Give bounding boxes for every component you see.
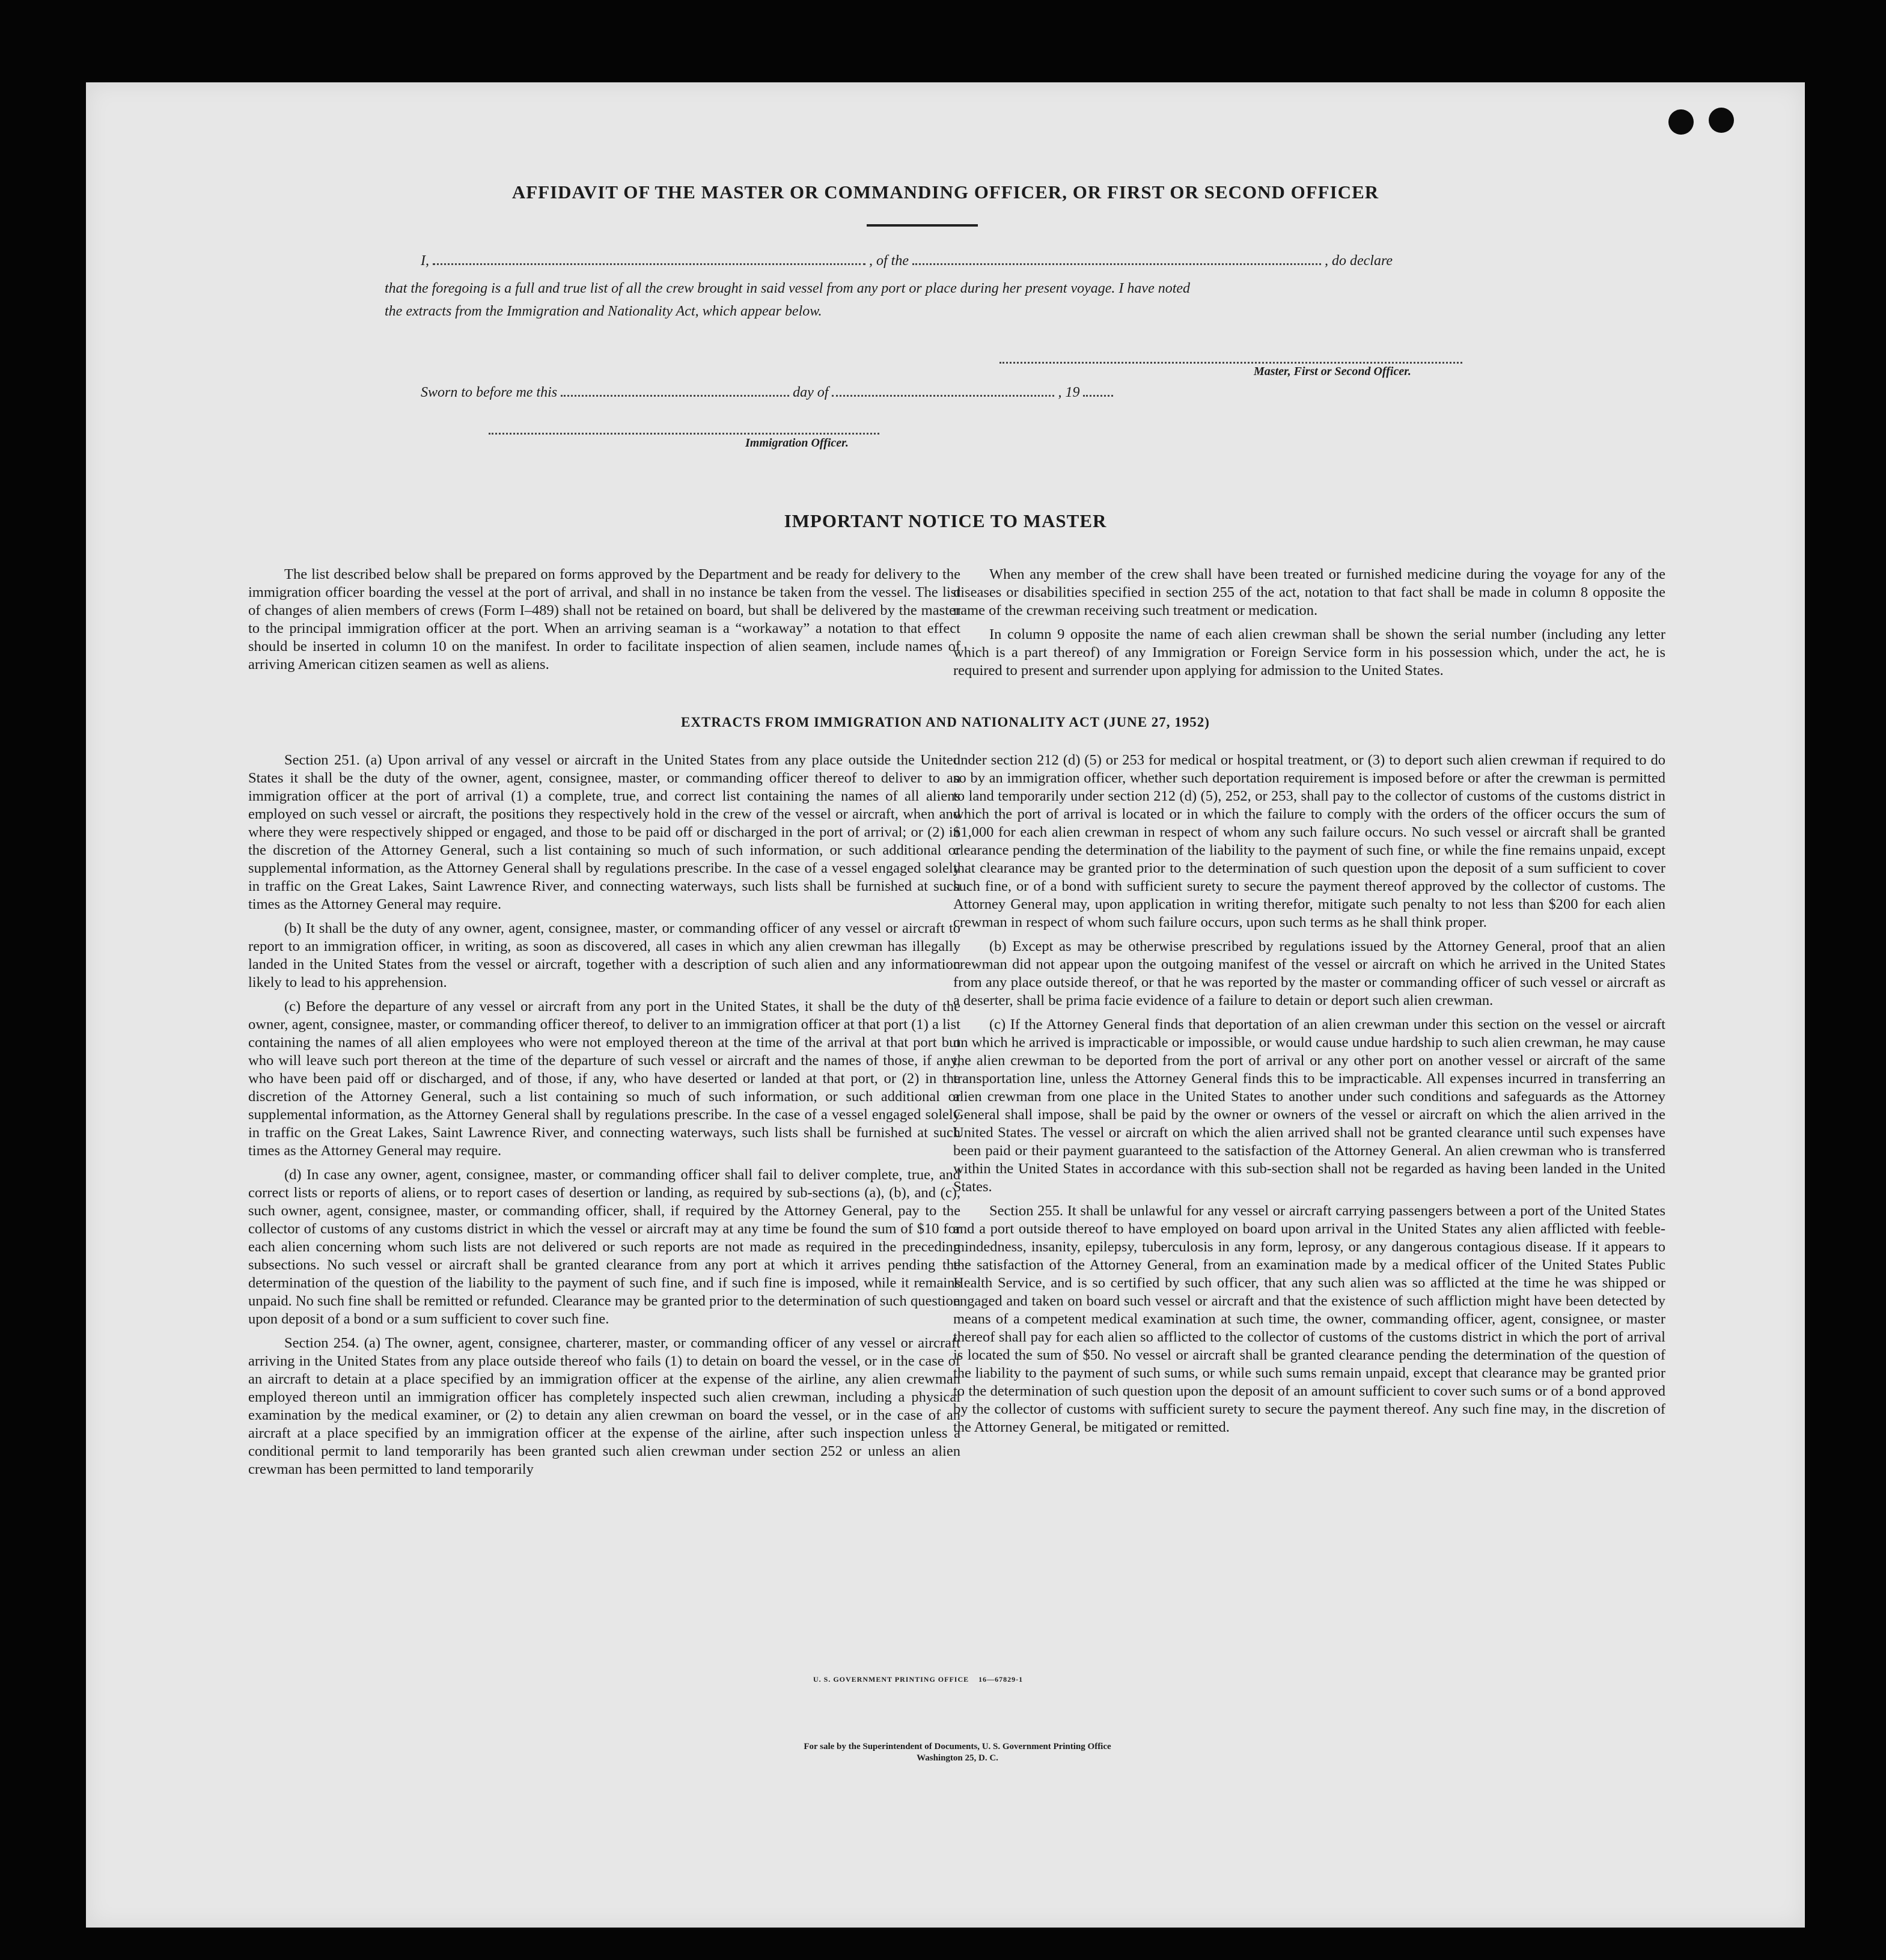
- sale-notice: [627, 1741, 1288, 1764]
- notice-left-paragraph: The list described below shall be prepared on forms approved by the Department and be ready for delivery to the immigration officer boarding the vessel at the port of arrival, and shall in no instance be taken from the vessel. The list of changes of alien members of crews (Form I–489) shall not be retained on board, but shall be delivered by the master to the principal immigration officer at the port. When an arriving seaman is a “workaway” a notation to that effect should be inserted in column 10 on the manifest. In order to facilitate inspection of alien seamen, include names of arriving American citizen seamen as well as aliens.: [248, 566, 960, 673]
- extracts-title: EXTRACTS FROM IMMIGRATION AND NATIONALITY ACT (JUNE 27, 1952): [681, 715, 1210, 730]
- section-251-c: (c) Before the departure of any vessel or aircraft from any port in the United States, it shall be the duty of the owner, agent, consignee, master, or commanding officer thereof, to deliver to an immigration officer at that port (1) a list containing the names of all alien employees who were not employed thereon at the time of the arrival at that port but who will leave such port thereon at the time of the departure of such vessel or aircraft and the names of those, if any, who have been paid off or discharged, and of those, if any, who have deserted or landed at that port, or (2) in the discretion of the Attorney General, such a list containing so much of such information, or such additional or supplemental information, as the Attorney General shall by regulations prescribe. In the case of a vessel engaged solely in traffic on the Great Lakes, Saint Lawrence River, and connecting waterways, such lists shall be furnished at such times as the Attorney General may require.: [248, 998, 960, 1159]
- affidavit-title: AFFIDAVIT OF THE MASTER OR COMMANDING OFFICER, OR FIRST OR SECOND OFFICER: [511, 182, 1379, 203]
- extracts-right-column: [953, 751, 1665, 1443]
- punch-hole-left: [1668, 109, 1694, 135]
- section-251-a: Section 251. (a) Upon arrival of any vessel or aircraft in the United States from any place outside the United States it shall be the duty of the owner, agent, consignee, master, or commanding officer thereof to deliver to an immigration officer at the port of arrival (1) a complete, true, and correct list containing the names of all aliens employed on such vessel or aircraft, the positions they respectively hold in the crew of the vessel or aircraft, when and where they were respectively shipped or engaged, and those to be paid off or discharged in the port of arrival; or (2) in the discretion of the Attorney General, such a list containing so much of such information, or such additional or supplemental information, as the Attorney General shall by regulations prescribe. In the case of a vessel engaged solely in traffic on the Great Lakes, Saint Lawrence River, and connecting waterways, such lists shall be furnished at such times as the Attorney General may require.: [248, 752, 960, 912]
- sworn-label: Sworn to before me this: [421, 385, 558, 400]
- declaration-text-2: the extracts from the Immigration and Nationality Act, which appear below.: [385, 304, 822, 319]
- day-of-label: day of: [793, 385, 829, 400]
- section-254-c: (c) If the Attorney General finds that deportation of an alien crewman under this section on the vessel or aircraft on which he arrived is impracticable or impossible, or would cause undue hardship to such alien crewman, he may cause the alien crewman to be deported from the port of arrival or any other port on another vessel or aircraft of the same transportation line, unless the Attorney General finds this to be impracticable. All expenses incurred in transferring an alien crewman from one place in the United States to another under such conditions and safeguards as the Attorney General shall impose, shall be paid by the owner or owners of the vessel or aircraft on which the alien arrived in the United States. The vessel or aircraft on which the alien arrived shall not be granted clearance until such expenses have been paid or their payment guaranteed to the satisfaction of the Attorney General. An alien crewman who is transferred within the United States in accordance with this sub-section shall not be regarded as having been landed in the United States.: [953, 1016, 1665, 1195]
- master-caption: Master, First or Second Officer.: [1254, 365, 1411, 378]
- year-label: , 19: [1058, 385, 1080, 400]
- section-251-d: (d) In case any owner, agent, consignee, master, or commanding officer shall fail to deliver complete, true, and correct lists or reports of aliens, or to report cases of desertion or landing, as required by sub-sections (a), (b), and (c), such owner, agent, consignee, master, or commanding officer, shall, if required by the Attorney General, pay to the collector of customs of any customs district in which the vessel or aircraft may at any time be found the sum of $10 for each alien concerning whom such lists are not delivered or such reports are not made as required in the preceding subsections. No such vessel or aircraft shall be granted clearance from any port at which it arrives pending the determination of the question of the liability to the payment of such fine, and if such fine is imposed, while it remains unpaid. No such fine shall be remitted or refunded. Clearance may be granted prior to the determination of such question upon deposit of a bond or a sum sufficient to cover such fine.: [248, 1167, 960, 1327]
- section-251-b: (b) It shall be the duty of any owner, agent, consignee, master, or commanding officer of any vessel or aircraft to report to an immigration officer, in writing, as soon as discovered, all cases in which any alien crewman has illegally landed in the United States from the vessel or aircraft, together with a description of such alien and any information likely to lead to his apprehension.: [248, 920, 960, 991]
- of-the-label: , of the: [869, 253, 909, 269]
- declaration-text-1: that the foregoing is a full and true list of all the crew brought in said vessel from any port or place during her present voyage. I have noted: [385, 281, 1191, 296]
- extracts-left-column: [248, 751, 960, 1485]
- vessel-name-field[interactable]: [912, 263, 1321, 265]
- sworn-line: [421, 385, 1113, 401]
- printing-office-imprint: U. S. GOVERNMENT PRINTING OFFICE 16—67829-1: [813, 1675, 1024, 1684]
- sale-notice-line-1: For sale by the Superintendent of Documents, U. S. Government Printing Office: [804, 1742, 1111, 1751]
- sworn-year-field[interactable]: [1083, 395, 1113, 397]
- sale-notice-line-2: Washington 25, D. C.: [917, 1753, 998, 1763]
- notice-left-column: [248, 566, 960, 680]
- officer-signature-field[interactable]: [489, 433, 879, 435]
- notice-right-column: [953, 566, 1665, 686]
- notice-right-paragraph-1: When any member of the crew shall have been treated or furnished medicine during the voyage for any of the diseases or disabilities specified in section 255 of the act, notation to that fact shall be made in column 8 opposite the name of the crewman receiving such treatment or medication.: [953, 566, 1665, 618]
- declarant-line: [421, 253, 1557, 269]
- section-255: Section 255. It shall be unlawful for any vessel or aircraft carrying passengers between a port of the United States and a port outside thereof to have employed on board upon arrival in the United States any alien afflicted with feeble-mindedness, insanity, epilepsy, tuberculosis in any form, leprosy, or any dangerous contagious disease. If it appears to the satisfaction of the Attorney General, from an examination made by a medical officer of the United States Public Health Service, and is so certified by such officer, that any such alien was so afflicted at the time he was shipped or engaged and taken on board such vessel or aircraft and that the existence of such affliction might have been detected by means of a competent medical examination at such time, the owner, commanding officer, agent, consignee, or master thereof shall pay for each alien so afflicted to the collector of customs of the customs district in which the port of arrival is located the sum of $50. No vessel or aircraft shall be granted clearance pending the determination of the question of the liability to the payment of such sums, or while such sums remain unpaid, except that clearance may be granted prior to the determination of such question upon the deposit of an amount sufficient to cover such sums or of a bond approved by the collector of customs with sufficient surety to secure the payment thereof. Any such fine may, in the discretion of the Attorney General, be mitigated or remitted.: [953, 1203, 1665, 1435]
- sworn-day-field[interactable]: [561, 395, 789, 397]
- notice-right-paragraph-2: In column 9 opposite the name of each alien crewman shall be shown the serial number (including any letter which is a part thereof) of any Immigration or Foreign Service form in his possession which, under the act, he is required to present and surrender upon applying for admission to the United States.: [953, 626, 1665, 679]
- do-declare-label: , do declare: [1325, 253, 1393, 269]
- title-divider: [867, 224, 978, 227]
- section-254-a: Section 254. (a) The owner, agent, consignee, charterer, master, or commanding officer of any vessel or aircraft arriving in the United States from any place outside thereof who fails (1) to detain on board the vessel, or in the case of an aircraft to detain at a place specified by an immigration officer at the expense of the airline, any alien crewman employed thereon until an immigration officer has completely inspected such alien crewman, including a physical examination by the medical examiner, or (2) to detain any alien crewman on board the vessel, or in the case of an aircraft at a place specified by an immigration officer at the expense of the airline, after such inspection unless a conditional permit to land temporarily has been granted such alien crewman under section 252 or unless an alien crewman has been permitted to land temporarily: [248, 1335, 960, 1477]
- section-254-a-continued: under section 212 (d) (5) or 253 for medical or hospital treatment, or (3) to deport such alien crewman if required to do so by an immigration officer, whether such deportation requirement is imposed before or after the crewman is permitted to land temporarily under section 212 (d) (5), 252, or 253, shall pay to the collector of customs of the customs district in which the port of arrival is located or in which the failure to comply with the orders of the officer occurs the sum of $1,000 for each alien crewman in respect of whom any such failure occurs. No such vessel or aircraft shall be granted clearance pending the determination of the liability to the payment of such fine, or while the fine remains unpaid, except that clearance may be granted prior to the determination of such question upon the deposit of a sum sufficient to cover such fine, or of a bond with sufficient surety to secure the payment thereof approved by the collector of customs. The Attorney General may, upon application in writing therefor, mitigate such penalty to not less than $200 for each alien crewman in respect of whom such failure occurs, upon such terms as he shall think proper.: [953, 752, 1665, 930]
- notice-title: IMPORTANT NOTICE TO MASTER: [784, 510, 1107, 531]
- declarant-name-field[interactable]: [433, 263, 865, 265]
- officer-caption: Immigration Officer.: [745, 436, 849, 450]
- section-254-b: (b) Except as may be otherwise prescribed by regulations issued by the Attorney General, proof that an alien crewman did not appear upon the outgoing manifest of the vessel or aircraft on which he arrived in the United States from any place outside thereof, or that he was reported by the master or commanding officer of such vessel or aircraft as a deserter, shall be prima facie evidence of a failure to detain or deport such alien crewman.: [953, 938, 1665, 1009]
- form-page: [86, 82, 1805, 1928]
- i-label: I,: [421, 253, 429, 269]
- master-signature-field[interactable]: [999, 362, 1462, 364]
- sworn-month-field[interactable]: [832, 395, 1054, 397]
- punch-hole-right: [1709, 108, 1734, 133]
